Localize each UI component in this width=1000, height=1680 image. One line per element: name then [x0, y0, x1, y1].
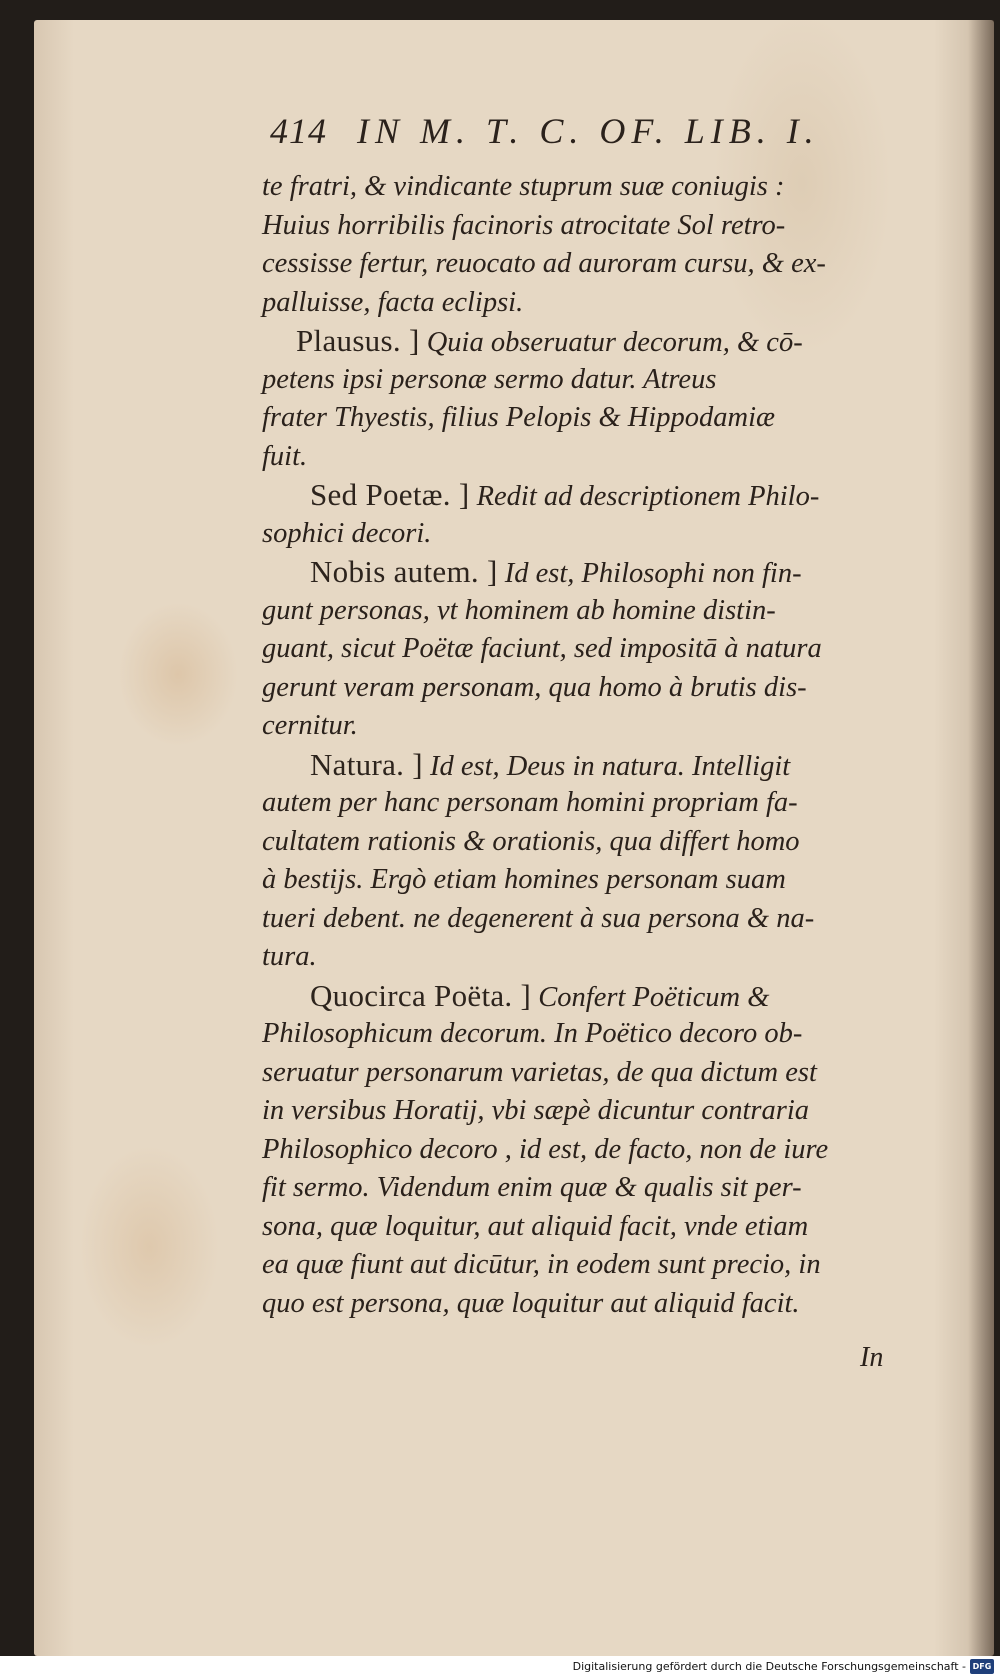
line-text: gunt personas, vt hominem ab homine distin- — [262, 594, 776, 626]
text-line — [262, 207, 912, 246]
line-text: autem per hanc personam homini propriam fa- — [262, 787, 798, 818]
line-text: sophici decori. — [262, 517, 432, 549]
text-line — [262, 168, 912, 207]
text-line — [262, 746, 912, 785]
digitization-footer — [0, 1656, 1000, 1680]
line-text: Redit ad descriptionem Philo- — [469, 481, 820, 512]
text-line — [262, 1169, 912, 1208]
line-text: tueri debent. ne degenerent à sua persona & na- — [262, 902, 815, 934]
running-head — [270, 110, 910, 152]
catchword: In — [860, 1342, 884, 1373]
line-text: quo est persona, quæ loquitur aut aliquid facit. — [262, 1287, 800, 1319]
text-line — [262, 630, 912, 669]
line-text: Quia obseruatur decorum, & cō- — [419, 327, 803, 358]
funding-credit: Digitalisierung gefördert durch die Deutsche Forschungsgemeinschaft - — [572, 1660, 966, 1673]
lemma: Plausus. ] — [296, 323, 420, 358]
page-number: 414 — [270, 111, 327, 151]
text-line — [262, 900, 912, 939]
line-text: petens ipsi personæ sermo datur. Atreus — [262, 363, 717, 395]
line-text: Id est, Philosophi non fin- — [497, 558, 802, 589]
lemma: Quocirca Poëta. ] — [310, 977, 532, 1013]
line-text: frater Thyestis, filius Pelopis & Hippodamiæ — [262, 402, 776, 433]
line-text: Confert Poëticum & — [531, 981, 770, 1013]
line-text: cernitur. — [262, 710, 358, 741]
line-text: à bestijs. Ergò etiam homines personam suam — [262, 864, 786, 895]
lemma: Sed Poetæ. ] — [310, 477, 470, 512]
line-text: gerunt veram personam, qua homo à brutis dis- — [262, 671, 807, 703]
line-text: ea quæ fiunt aut dicūtur, in eodem sunt precio, in — [262, 1249, 821, 1280]
text-line — [262, 361, 912, 400]
line-text: Philosophicum decorum. In Poëtico decoro ob- — [262, 1018, 803, 1049]
text-line — [262, 322, 912, 361]
text-line — [262, 1092, 912, 1131]
text-line — [262, 977, 912, 1016]
text-line — [262, 438, 912, 477]
lemma: Natura. ] — [310, 746, 423, 782]
commentary-text-block — [262, 168, 912, 1323]
text-line — [262, 784, 912, 823]
line-text: tura. — [262, 941, 317, 972]
text-line — [262, 1015, 912, 1054]
line-text: fit sermo. Videndum enim quæ & qualis sit per- — [262, 1172, 802, 1203]
line-text: seruatur personarum varietas, de qua dictum est — [262, 1056, 817, 1088]
text-line — [262, 1246, 912, 1285]
dfg-logo: DFG — [970, 1659, 994, 1674]
line-text: palluisse, facta eclipsi. — [262, 286, 524, 318]
page-gutter-shadow — [968, 20, 994, 1656]
line-text: in versibus Horatij, vbi sæpè dicuntur contraria — [262, 1095, 810, 1126]
text-line — [262, 861, 912, 900]
text-line — [262, 1285, 912, 1324]
text-line — [262, 1208, 912, 1247]
text-line — [262, 476, 912, 515]
running-title: IN M. T. C. OF. LIB. I. — [357, 111, 820, 151]
text-line — [262, 1054, 912, 1093]
text-line — [262, 515, 912, 554]
text-line — [262, 823, 912, 862]
text-line — [262, 284, 912, 323]
line-text: cessisse fertur, reuocato ad auroram cursu, & ex- — [262, 248, 826, 279]
line-text: cultatem rationis & orationis, qua differt homo — [262, 825, 800, 857]
line-text: Philosophico decoro , id est, de facto, non de iure — [262, 1133, 829, 1165]
line-text: Id est, Deus in natura. Intelligit — [422, 750, 791, 782]
text-line — [262, 245, 912, 284]
text-line — [262, 399, 912, 438]
text-line — [262, 669, 912, 708]
line-text: fuit. — [262, 440, 308, 472]
line-text: sona, quæ loquitur, aut aliquid facit, vnde etiam — [262, 1210, 809, 1242]
line-text: guant, sicut Poëtæ faciunt, sed impositā à natura — [262, 633, 822, 664]
text-line — [262, 592, 912, 631]
lemma: Nobis autem. ] — [310, 554, 498, 589]
line-text: te fratri, & vindicante stuprum suæ coniugis : — [262, 171, 785, 202]
text-line — [262, 553, 912, 592]
line-text: Huius horribilis facinoris atrocitate Sol retro- — [262, 209, 786, 241]
text-line — [262, 707, 912, 746]
text-line — [262, 938, 912, 977]
text-line — [262, 1131, 912, 1170]
